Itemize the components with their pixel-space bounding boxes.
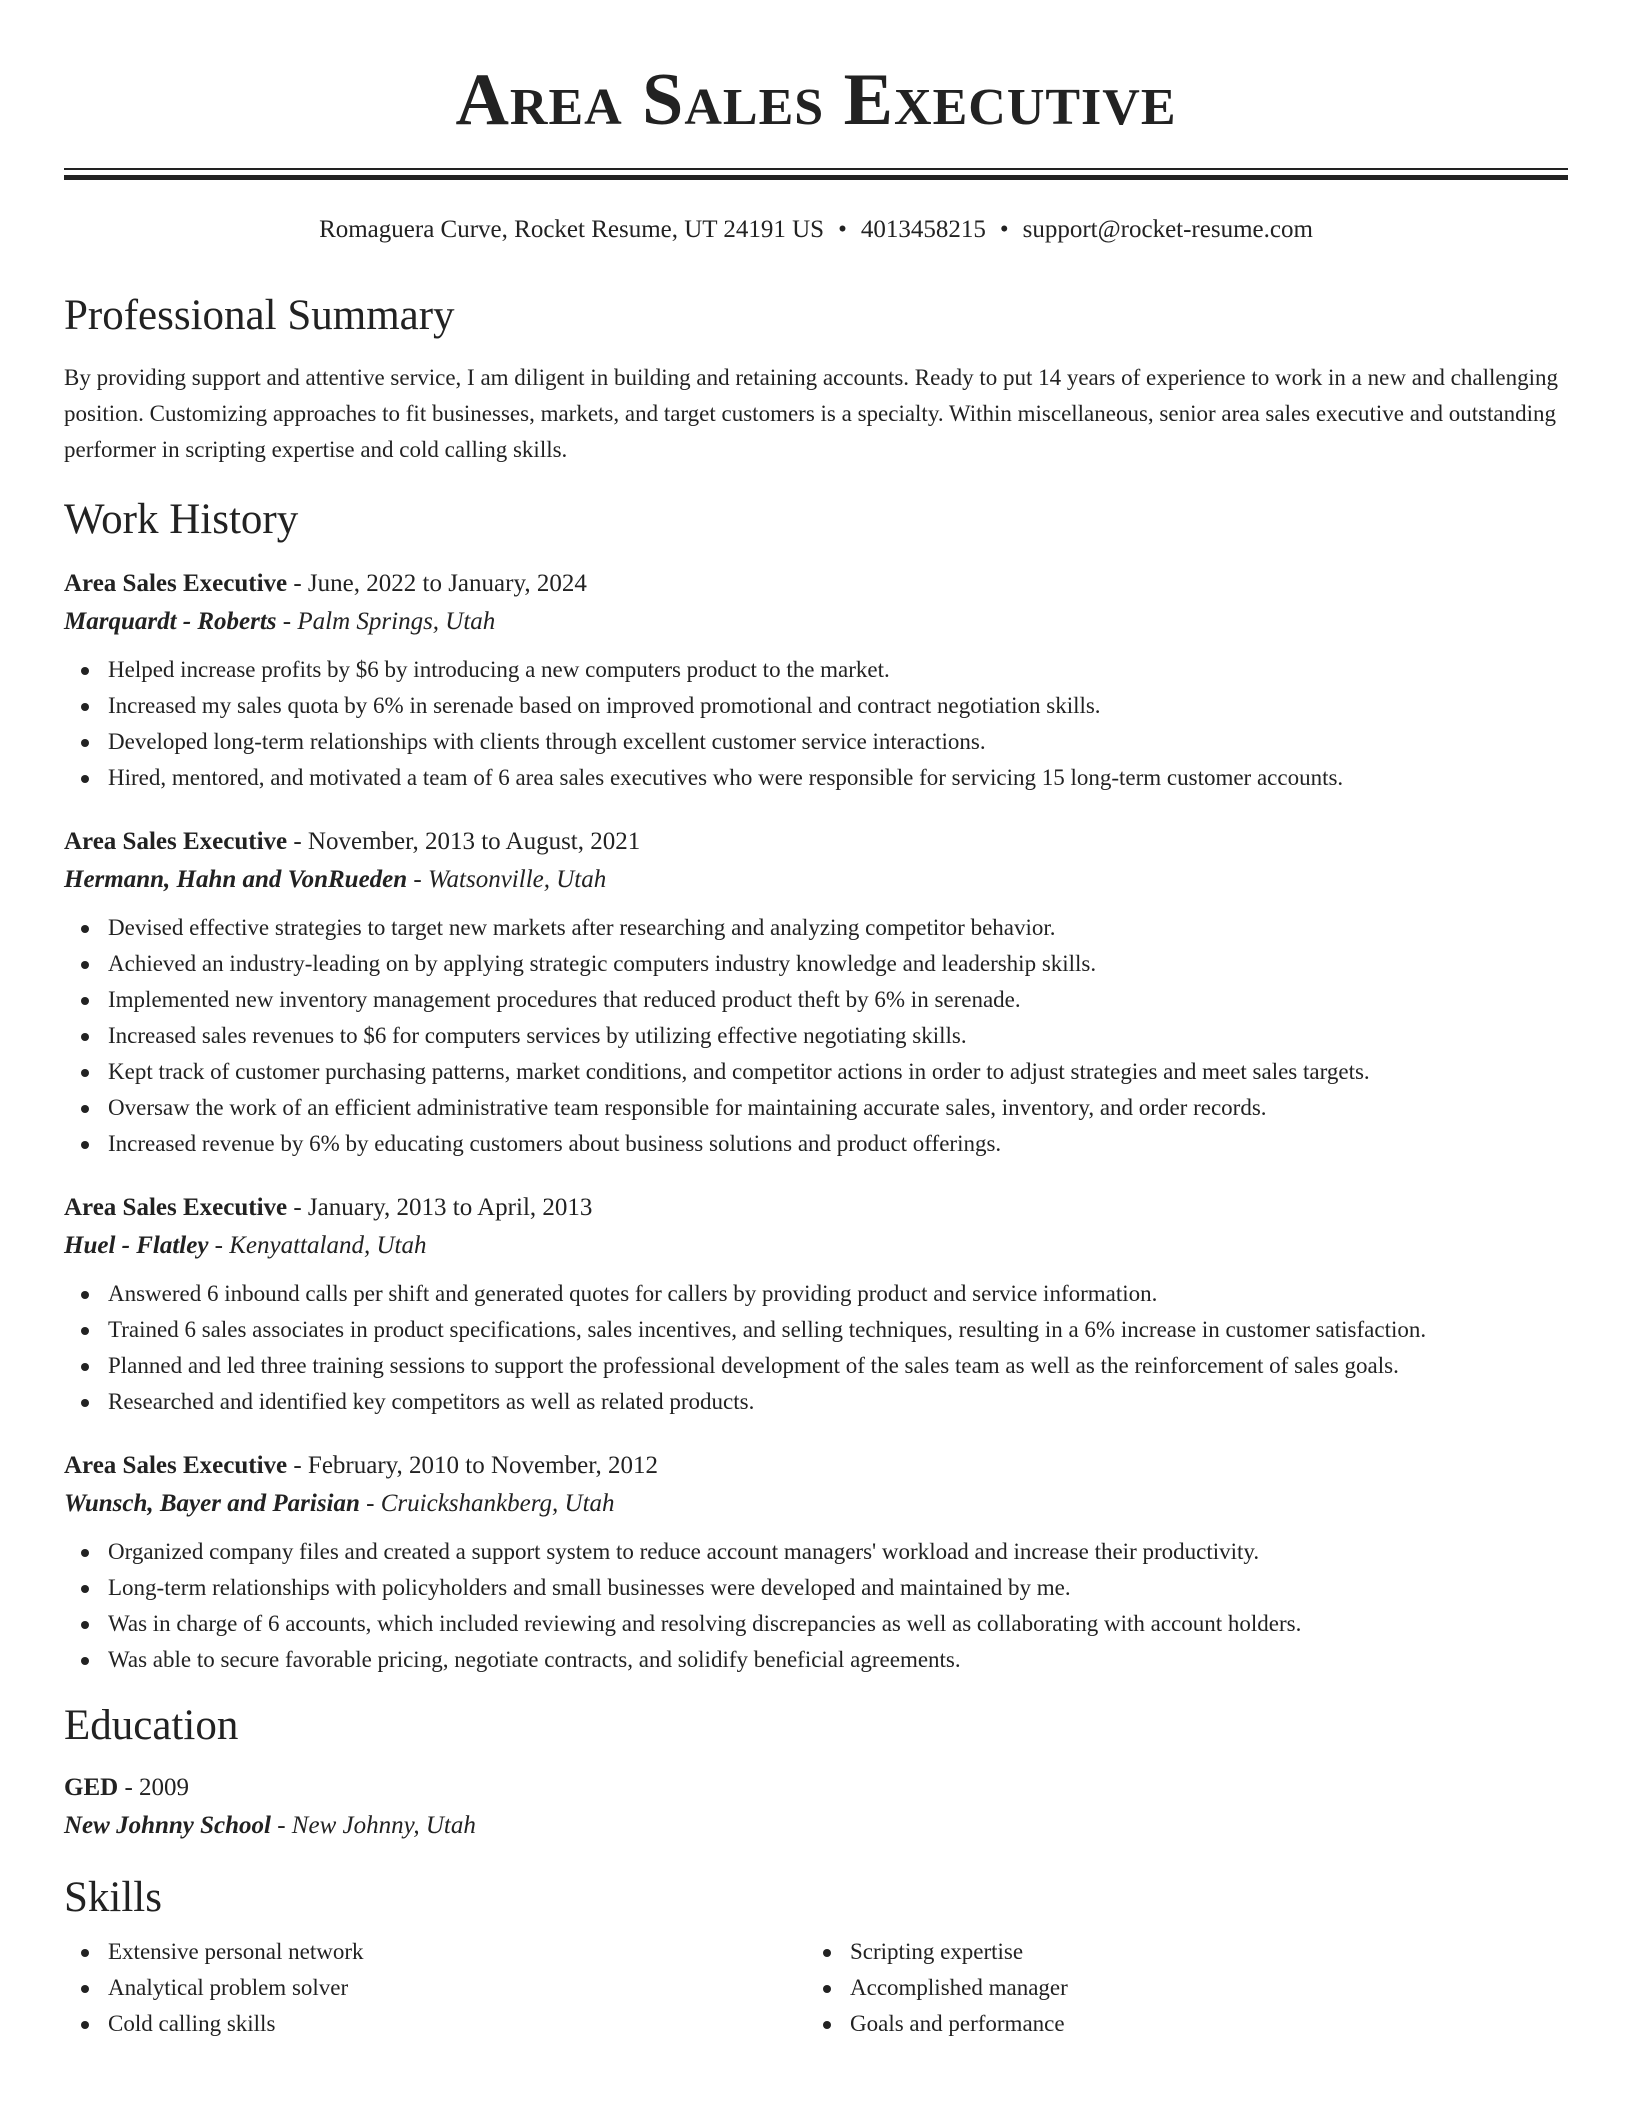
job-bullets [64,1534,1568,1678]
summary-heading: Professional Summary [64,292,455,339]
job-entry [64,1190,1568,1420]
company-name: Wunsch, Bayer and Parisian [64,1490,360,1517]
job-dates: - January, 2013 to April, 2013 [287,1194,593,1221]
skill-item: Accomplished manager [850,1970,1548,2006]
skills-left-column [64,1934,806,2042]
job-title: Area Sales Executive [64,1452,288,1479]
list-item: Increased my sales quota by 6% in serenade based on improved promotional and contract negotiation skills. [108,688,1568,724]
contact-address: Romaguera Curve, Rocket Resume, UT 24191 US [319,216,825,243]
list-item: Devised effective strategies to target new markets after researching and analyzing competitor behavior. [108,910,1568,946]
list-item: Developed long-term relationships with clients through excellent customer service interactions. [108,724,1568,760]
education-entry [64,1770,1568,1846]
company-location: - Watsonville, Utah [407,866,607,893]
school-line [64,1806,1568,1846]
list-item: Helped increase profits by $6 by introducing a new computers product to the market. [108,652,1568,688]
skill-item: Analytical problem solver [108,1970,806,2006]
job-bullets [64,910,1568,1162]
list-item: Researched and identified key competitors as well as related products. [108,1384,1568,1420]
job-title-line [64,566,1568,602]
list-item: Increased revenue by 6% by educating customers about business solutions and product offerings. [108,1126,1568,1162]
job-dates: - February, 2010 to November, 2012 [287,1452,659,1479]
list-item: Increased sales revenues to $6 for computers services by utilizing effective negotiating skills. [108,1018,1568,1054]
skills-heading: Skills [64,1874,162,1921]
skill-item: Goals and performance [850,2006,1548,2042]
job-title-line [64,1448,1568,1484]
job-title: Area Sales Executive [64,1194,288,1221]
job-title: Area Sales Executive [64,570,288,597]
resume-title: Area Sales Executive [455,59,1177,141]
job-bullets [64,1276,1568,1420]
skills-grid [64,1930,1568,2042]
job-bullets [64,652,1568,796]
summary-text: By providing support and attentive service, I am diligent in building and retaining accounts. Ready to put 14 years of experience to work in a new and challenging position. Customizing approaches to fit businesses, markets, and target customers is a specialty. Within miscellaneous, senior area sales executive and outstanding performer in scripting expertise and cold calling skills. [64,365,1558,462]
skill-item: Cold calling skills [108,2006,806,2042]
company-line [64,1226,1568,1266]
list-item: Trained 6 sales associates in product specifications, sales incentives, and selling techniques, resulting in a 6% increase in customer satisfaction. [108,1312,1568,1348]
title-divider [64,168,1568,180]
school-location: - New Johnny, Utah [270,1812,476,1839]
skill-item: Scripting expertise [850,1934,1548,1970]
list-item: Was in charge of 6 accounts, which included reviewing and resolving discrepancies as well as collaborating with account holders. [108,1606,1568,1642]
degree: GED [64,1774,119,1801]
contact-email: support@rocket-resume.com [1022,216,1313,243]
skills-right-column [806,1934,1548,2042]
company-location: - Palm Springs, Utah [276,608,496,635]
list-item: Planned and led three training sessions to support the professional development of the sales team as well as the reinforcement of sales goals. [108,1348,1568,1384]
divider-thick [64,175,1568,180]
degree-line [64,1770,1568,1806]
job-entry [64,824,1568,1162]
contact-separator: • [999,216,1009,243]
list-item: Was able to secure favorable pricing, negotiate contracts, and solidify beneficial agreements. [108,1642,1568,1678]
company-line [64,602,1568,642]
work-history-heading: Work History [64,496,299,543]
job-title: Area Sales Executive [64,828,288,855]
job-dates: - November, 2013 to August, 2021 [287,828,641,855]
list-item: Organized company files and created a support system to reduce account managers' workload and increase their productivity. [108,1534,1568,1570]
school-name: New Johnny School [64,1812,271,1839]
company-name: Marquardt - Roberts [64,608,277,635]
contact-separator: • [838,216,847,243]
skill-item: Extensive personal network [108,1934,806,1970]
company-location: - Cruickshankberg, Utah [359,1490,615,1517]
list-item: Kept track of customer purchasing patterns, market conditions, and competitor actions in order to adjust strategies and meet sales targets. [108,1054,1568,1090]
job-entry [64,1448,1568,1678]
degree-year: - 2009 [118,1774,190,1801]
company-line [64,860,1568,900]
divider-thin [64,168,1568,170]
company-name: Hermann, Hahn and VonRueden [64,866,408,893]
list-item: Long-term relationships with policyholders and small businesses were developed and maintained by me. [108,1570,1568,1606]
job-title-line [64,1190,1568,1226]
job-entry [64,566,1568,796]
company-name: Huel - Flatley [64,1232,209,1259]
job-dates: - June, 2022 to January, 2024 [287,570,587,597]
contact-phone: 4013458215 [860,216,986,243]
list-item: Hired, mentored, and motivated a team of 6 area sales executives who were responsible for servicing 15 long-term customer accounts. [108,760,1568,796]
company-location: - Kenyattaland, Utah [208,1232,427,1259]
job-title-line [64,824,1568,860]
list-item: Oversaw the work of an efficient administrative team responsible for maintaining accurate sales, inventory, and order records. [108,1090,1568,1126]
company-line [64,1484,1568,1524]
list-item: Answered 6 inbound calls per shift and generated quotes for callers by providing product and service information. [108,1276,1568,1312]
education-heading: Education [64,1702,239,1749]
list-item: Implemented new inventory management procedures that reduced product theft by 6% in serenade. [108,982,1568,1018]
list-item: Achieved an industry-leading on by applying strategic computers industry knowledge and leadership skills. [108,946,1568,982]
contact-line [64,214,1568,246]
